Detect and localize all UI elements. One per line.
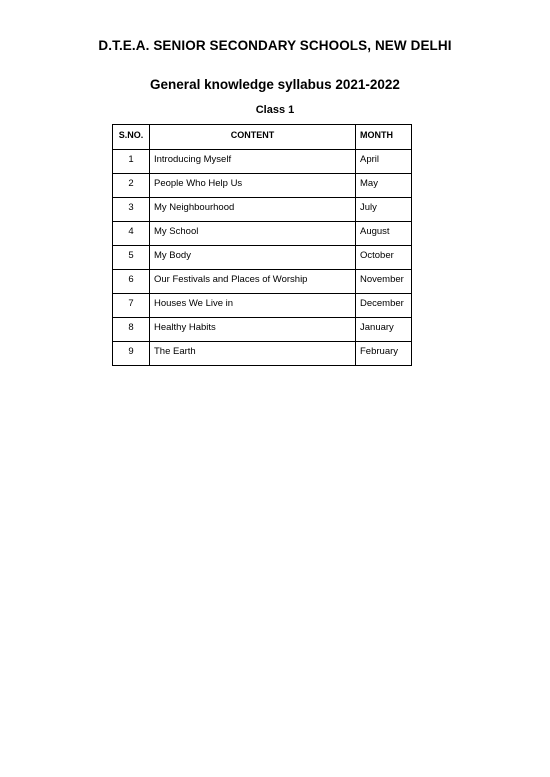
cell-month: April <box>356 150 412 174</box>
cell-month: February <box>356 342 412 366</box>
cell-content: Introducing Myself <box>150 150 356 174</box>
cell-content: Our Festivals and Places of Worship <box>150 270 356 294</box>
cell-month: August <box>356 222 412 246</box>
cell-content: The Earth <box>150 342 356 366</box>
cell-month: November <box>356 270 412 294</box>
cell-sno: 4 <box>113 222 150 246</box>
cell-sno: 9 <box>113 342 150 366</box>
table-row <box>113 198 412 222</box>
column-header-month: MONTH <box>356 125 412 150</box>
cell-month: July <box>356 198 412 222</box>
column-header-content: CONTENT <box>150 125 356 150</box>
class-title: Class 1 <box>255 104 295 116</box>
cell-sno: 7 <box>113 294 150 318</box>
cell-month: January <box>356 318 412 342</box>
syllabus-title: General knowledge syllabus 2021-2022 <box>150 77 400 92</box>
school-title: D.T.E.A. SENIOR SECONDARY SCHOOLS, NEW DELHI <box>98 38 452 53</box>
table-row <box>113 294 412 318</box>
table-row <box>113 150 412 174</box>
cell-content: Healthy Habits <box>150 318 356 342</box>
table-row <box>113 342 412 366</box>
cell-sno: 8 <box>113 318 150 342</box>
cell-month: December <box>356 294 412 318</box>
table-row <box>113 222 412 246</box>
table-row <box>113 246 412 270</box>
cell-content: My School <box>150 222 356 246</box>
cell-month: May <box>356 174 412 198</box>
cell-sno: 3 <box>113 198 150 222</box>
syllabus-table <box>112 124 412 366</box>
cell-sno: 2 <box>113 174 150 198</box>
cell-content: My Neighbourhood <box>150 198 356 222</box>
table-row <box>113 270 412 294</box>
column-header-sno: S.NO. <box>113 125 150 150</box>
table-row <box>113 174 412 198</box>
cell-content: Houses We Live in <box>150 294 356 318</box>
table-header-row <box>113 125 412 150</box>
cell-sno: 5 <box>113 246 150 270</box>
cell-sno: 6 <box>113 270 150 294</box>
cell-month: October <box>356 246 412 270</box>
cell-content: My Body <box>150 246 356 270</box>
table-row <box>113 318 412 342</box>
cell-sno: 1 <box>113 150 150 174</box>
cell-content: People Who Help Us <box>150 174 356 198</box>
